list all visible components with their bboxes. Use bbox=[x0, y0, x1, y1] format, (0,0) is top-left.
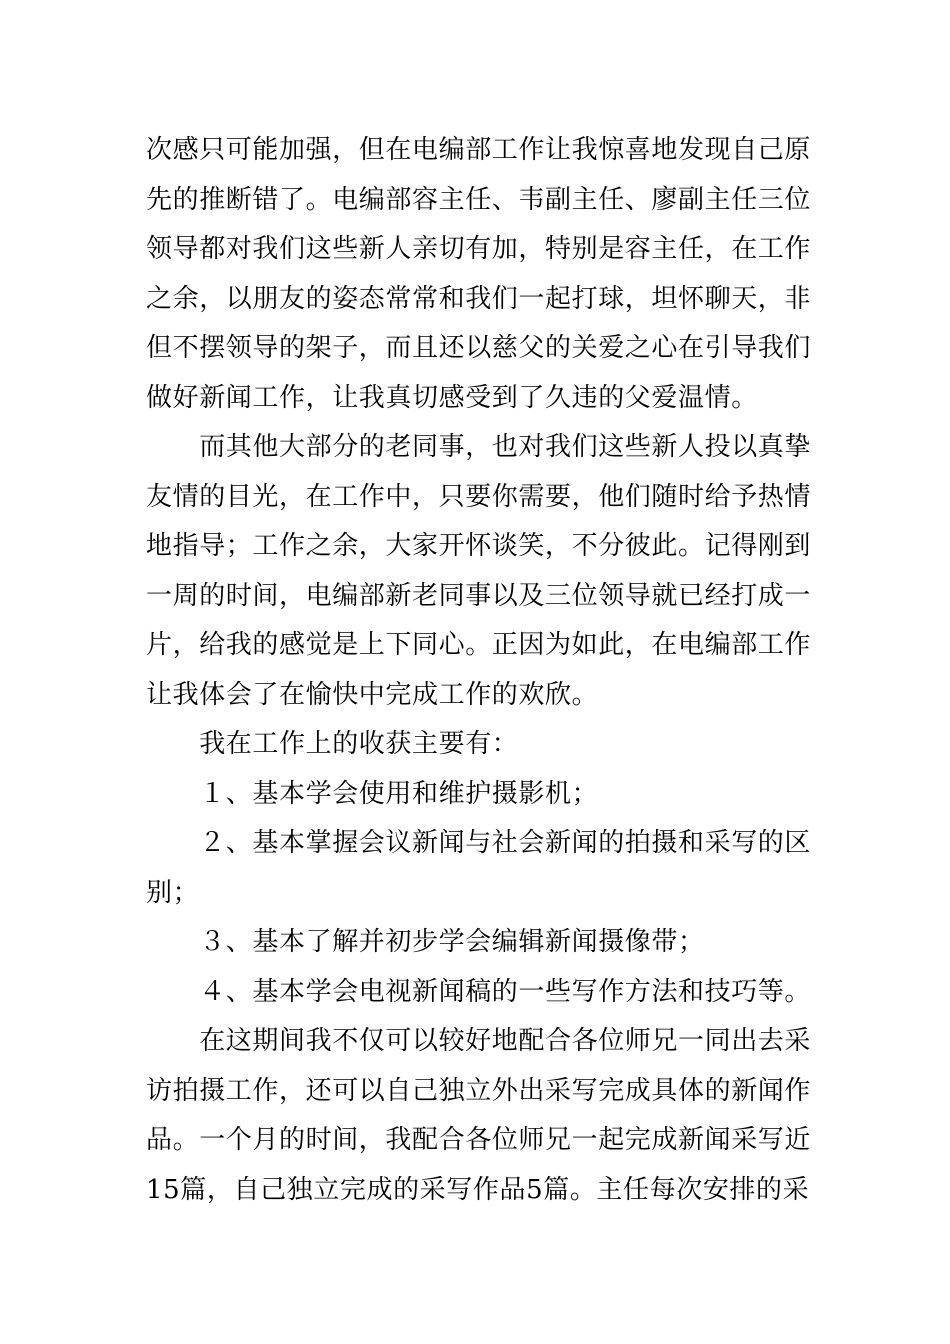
text-line: 访拍摄工作，还可以自己独立外出采写完成具体的新闻作 bbox=[146, 1075, 812, 1106]
text-line: 片，给我的感觉是上下同心。正因为如此，在电编部工作 bbox=[146, 630, 812, 660]
text-line: ３、基本了解并初步学会编辑新闻摄像带； bbox=[146, 927, 705, 957]
text-line: 做好新闻工作，让我真切感受到了久违的父爱温情。 bbox=[146, 382, 758, 413]
text-line: 先的推断错了。电编部容主任、韦副主任、廖副主任三位 bbox=[146, 184, 812, 215]
text-line: 一周的时间，电编部新老同事以及三位领导就已经打成一 bbox=[146, 580, 812, 611]
text-line: 让我体会了在愉快中完成工作的欢欣。 bbox=[146, 679, 599, 710]
text-line: 而其他大部分的老同事，也对我们这些新人投以真挚 bbox=[146, 432, 812, 462]
body-text bbox=[146, 126, 812, 1215]
text-line: 但不摆领导的架子，而且还以慈父的关爱之心在引导我们 bbox=[146, 333, 812, 363]
text-line: 之余，以朋友的姿态常常和我们一起打球，坦怀聊天，非 bbox=[146, 283, 812, 314]
text-line: 别； bbox=[146, 877, 200, 908]
text-line: 地指导；工作之余，大家开怀谈笑，不分彼此。记得刚到 bbox=[146, 531, 812, 561]
text-line: 品。一个月的时间，我配合各位师兄一起完成新闻采写近 bbox=[146, 1125, 812, 1155]
text-line: ４、基本学会电视新闻稿的一些写作方法和技巧等。 bbox=[146, 976, 812, 1007]
text-line: 在这期间我不仅可以较好地配合各位师兄一同出去采 bbox=[146, 1026, 812, 1056]
text-line: 我在工作上的收获主要有： bbox=[146, 729, 519, 759]
text-line: 领导都对我们这些新人亲切有加，特别是容主任，在工作 bbox=[146, 234, 812, 264]
text-line: 友情的目光，在工作中，只要你需要，他们随时给予热情 bbox=[146, 481, 812, 512]
text-line: 15篇，自己独立完成的采写作品5篇。主任每次安排的采 bbox=[146, 1174, 810, 1205]
text-line: 次感只可能加强，但在电编部工作让我惊喜地发现自己原 bbox=[146, 135, 812, 165]
text-line: ２、基本掌握会议新闻与社会新闻的拍摄和采写的区 bbox=[146, 828, 812, 858]
text-line: １、基本学会使用和维护摄影机； bbox=[146, 778, 599, 809]
